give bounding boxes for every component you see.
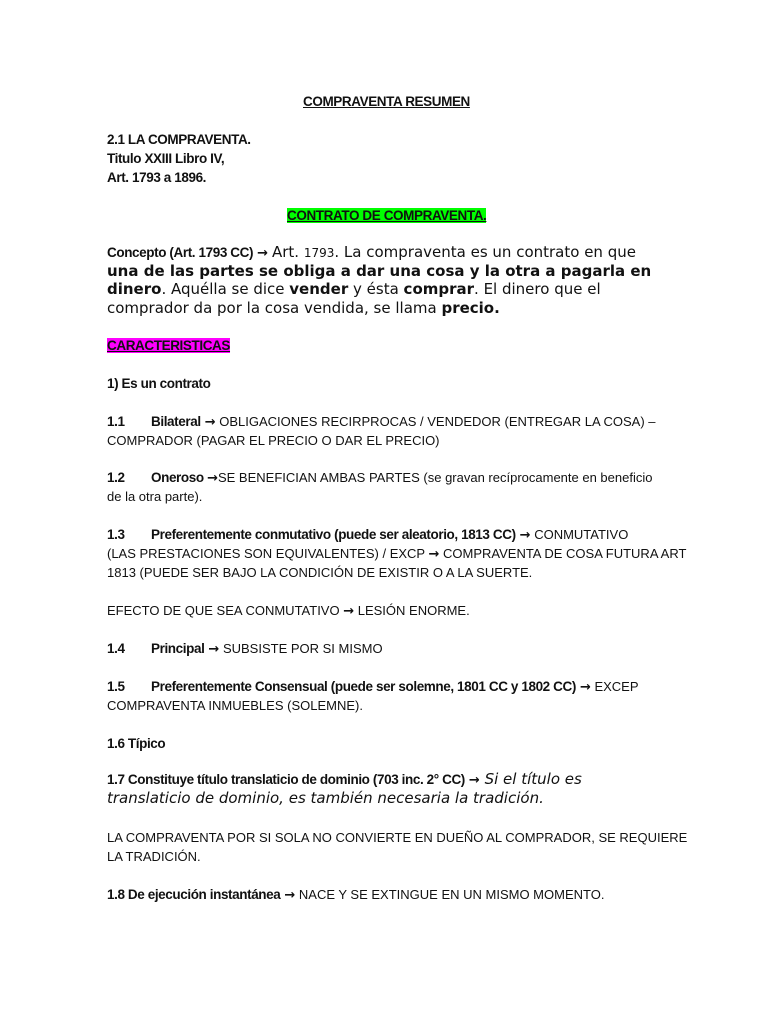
concepto-comprar: comprar <box>403 280 475 298</box>
item-text: SE BENEFICIAN AMBAS PARTES <box>217 470 420 485</box>
item-1-6: 1.6 Típico <box>107 736 166 751</box>
item-text-detail: (se gravan recíprocamente en beneficio <box>419 470 653 485</box>
arrow-icon: → <box>284 888 296 903</box>
concepto-precio: precio. <box>441 299 500 317</box>
concepto-label: Concepto (Art. 1793 CC) <box>107 245 254 260</box>
efecto-text: EFECTO DE QUE SEA CONMUTATIVO <box>107 603 344 618</box>
concepto-text-3f: . El dinero que el <box>474 280 601 298</box>
arrow-icon: → <box>468 773 480 788</box>
item-1-1 <box>107 412 656 431</box>
efecto-line <box>107 601 470 621</box>
item-text: EXCEP <box>590 679 639 694</box>
document-title: COMPRAVENTA RESUMEN <box>303 94 470 109</box>
nota-line-2: LA TRADICIÓN. <box>107 849 201 864</box>
arrow-icon: → <box>519 528 531 543</box>
item-label: 1.7 Constituye título translaticio de dominio (703 inc. 2° CC) <box>107 772 465 787</box>
item-1-1-cont: COMPRADOR (PAGAR EL PRECIO O DAR EL PRECIO) <box>107 433 440 448</box>
arrow-icon: → <box>207 471 218 486</box>
heading-line-1: 2.1 LA COMPRAVENTA. <box>107 132 251 147</box>
item-1-7-cont: translaticio de dominio, es también necesaria la tradición. <box>107 789 544 807</box>
heading-line-2: Titulo XXIII Libro IV, <box>107 151 225 166</box>
item-label: Preferentemente conmutativo (puede ser aleatorio, 1813 CC) <box>151 527 516 542</box>
intro-line: 1) Es un contrato <box>107 376 211 391</box>
concepto-line-2: una de las partes se obliga a dar una cosa y la otra a pagarla en <box>107 262 652 280</box>
concepto-text-1: . La compraventa es un contrato en que <box>334 243 636 261</box>
item-1-5-cont: COMPRAVENTA INMUEBLES (SOLEMNE). <box>107 698 363 713</box>
item-label: Principal <box>151 641 205 656</box>
concepto-text-4a: comprador da por la cosa vendida, se llama <box>107 299 442 317</box>
section-title <box>287 206 486 225</box>
concepto-vender: vender <box>289 280 349 298</box>
item-number: 1.3 <box>107 527 125 542</box>
caracteristicas-highlight: CARACTERISTICAS <box>107 338 231 353</box>
item-1-4 <box>107 639 383 658</box>
concepto-line-3 <box>107 280 601 299</box>
item-1-8 <box>107 885 604 904</box>
item-text: NACE Y SE EXTINGUE EN UN MISMO MOMENTO. <box>295 887 605 902</box>
item-label: Bilateral <box>151 414 201 429</box>
heading-line-3: Art. 1793 a 1896. <box>107 170 207 185</box>
arrow-icon: → <box>204 415 216 430</box>
concepto-art-num: 1793 <box>303 246 335 260</box>
item-text: CONMUTATIVO <box>530 527 629 542</box>
item-label: Oneroso <box>151 470 208 485</box>
item-number: 1.5 <box>107 679 125 694</box>
item-1-3 <box>107 525 628 544</box>
nota-line-1: LA COMPRAVENTA POR SI SOLA NO CONVIERTE EN DUEÑO AL COMPRADOR, SE REQUIERE <box>107 830 688 845</box>
arrow-icon: → <box>579 680 591 695</box>
item-text: OBLIGACIONES RECIRPROCAS / VENDEDOR (ENTREGAR LA COSA) – <box>215 414 656 429</box>
item-label: Preferentemente Consensual (puede ser solemne, 1801 CC y 1802 CC) <box>151 679 576 694</box>
item-label: 1.8 De ejecución instantánea <box>107 887 281 902</box>
concepto-line-4 <box>107 299 500 318</box>
item-text: COMPRAVENTA DE COSA FUTURA ART <box>439 546 687 561</box>
item-1-2 <box>107 468 652 487</box>
arrow-icon: → <box>343 604 355 619</box>
caracteristicas-title <box>107 336 230 355</box>
item-1-2-cont: de la otra parte). <box>107 489 203 504</box>
arrow-icon: → <box>428 547 440 562</box>
concepto-dinero: dinero <box>107 280 162 298</box>
concepto-text-3d: y ésta <box>348 280 404 298</box>
arrow-icon: → <box>257 246 268 261</box>
concepto-line-1 <box>107 243 636 263</box>
item-number: 1.1 <box>107 414 125 429</box>
item-text: (LAS PRESTACIONES SON EQUIVALENTES) / EXCP <box>107 546 429 561</box>
concepto-text-3a: . Aquélla se dice <box>161 280 290 298</box>
efecto-text: LESIÓN ENORME. <box>354 603 470 618</box>
item-number: 1.4 <box>107 641 125 656</box>
item-1-3-cont-2: 1813 (PUEDE SER BAJO LA CONDICIÓN DE EXISTIR O A LA SUERTE. <box>107 565 533 580</box>
section-title-highlight: CONTRATO DE COMPRAVENTA. <box>287 208 487 223</box>
item-1-5 <box>107 677 639 696</box>
arrow-icon: → <box>208 642 220 657</box>
item-text: Si el título es <box>479 770 582 788</box>
item-1-7 <box>107 770 582 789</box>
concepto-art: Art. <box>271 243 304 261</box>
item-1-3-cont-1 <box>107 544 686 564</box>
item-text: SUBSISTE POR SI MISMO <box>219 641 383 656</box>
item-number: 1.2 <box>107 470 125 485</box>
